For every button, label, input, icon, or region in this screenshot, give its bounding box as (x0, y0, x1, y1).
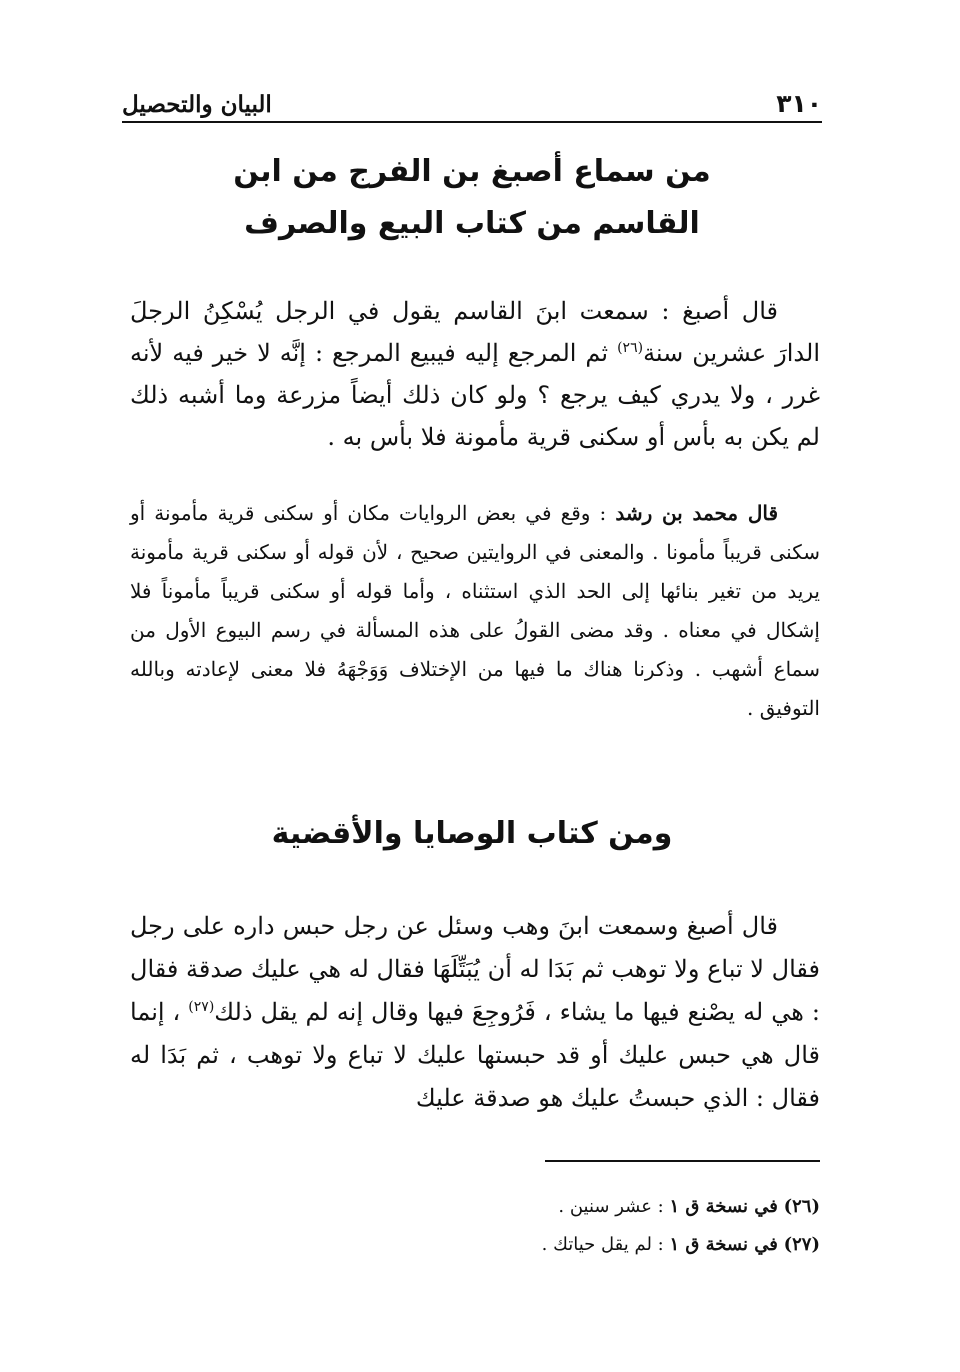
running-title: البيان والتحصيل (122, 91, 272, 118)
paragraph-text: قال أصبغ وسمعت ابنَ وهب وسئل عن رجل حبس داره على رجل فقال لا تباع ولا توهب ثم بَدَا له أن يُبَتِّلَهَا فقال له هي عليك صدقة فقال : هي له يصْنع فيها ما يشاء ، فَرُوجِعَ فيها وقال إنه لم يقل ذلك (130, 912, 820, 1026)
paragraph-asbagh-housing (130, 290, 820, 458)
footnote-source: في نسخة ق ١ (669, 1196, 778, 1217)
heading-line: من سماع أصبغ بن الفرج من ابن (233, 154, 711, 189)
heading-line: ومن كتاب الوصايا والأقضية (271, 816, 673, 851)
section-heading-sale (122, 146, 822, 250)
paragraph-asbagh-endowment (130, 905, 820, 1120)
footnote-number: (٢٧) (783, 1234, 820, 1255)
footnote-ref-27: (٢٧) (188, 999, 215, 1015)
paragraph-text: ، إنما قال هي حبس عليك أو قد حبستها عليك لا تباع ولا توهب ، ثم بَدَا له فقال : الذي حبستُ عليك هو صدقة عليك (130, 998, 820, 1112)
footnote-text: : عشر سنين . (558, 1196, 670, 1217)
paragraph-text: ثم المرجع إليه فيبيع المرجع : إنَّه لا خير فيه لأنه غرر ، ولا يدري كيف يرجع ؟ ولو كان ذلك أيضاً مزرعة وما أشبه ذلك لم يكن به بأس أو سكنى قرية مأمونة فلا بأس به . (130, 339, 820, 451)
footnote-divider (545, 1160, 820, 1162)
footnote-ref-26: (٢٦) (617, 340, 644, 356)
footnotes (300, 1188, 820, 1264)
paragraph-ibn-rushd-commentary (130, 494, 820, 728)
footnote-27 (300, 1226, 820, 1264)
footnote-text: : لم يقل حياتك . (541, 1234, 670, 1255)
page-number: ٣١٠ (776, 89, 822, 118)
paragraph-text: قال أصبغ : سمعت ابنَ القاسم يقول في الرجل يُسْكِنُ الرجلَ الدارَ عشرين سنة (130, 297, 821, 367)
header-divider (122, 121, 822, 123)
footnote-number: (٢٦) (783, 1196, 820, 1217)
paragraph-text: : وقع في بعض الروايات مكان أو سكنى قرية مأمونة أو سكنى قريباً مأمونا . والمعنى في الروايتين صحيح ، لأن قوله أو سكنى قرية مأمونة يريد من تغير بنائها إلى الحد الذي استثناه ، وأما قوله أو سكنى قريباً مأموناً فلا إشكال في معناه . وقد مضى القولُ على هذه المسألة في رسم البيوع الأول من سماع أشهب . وذكرنا هناك ما فيها من الإختلاف وَوَجْهَهُ فلا معنى لإعادته وبالله التوفيق . (130, 501, 820, 720)
running-header (122, 78, 822, 118)
section-heading-wills (122, 808, 822, 860)
footnote-source: في نسخة ق ١ (669, 1234, 778, 1255)
commentator-label: قال محمد بن رشد (615, 501, 778, 525)
footnote-26 (300, 1188, 820, 1226)
heading-line: القاسم من كتاب البيع والصرف (244, 206, 700, 241)
